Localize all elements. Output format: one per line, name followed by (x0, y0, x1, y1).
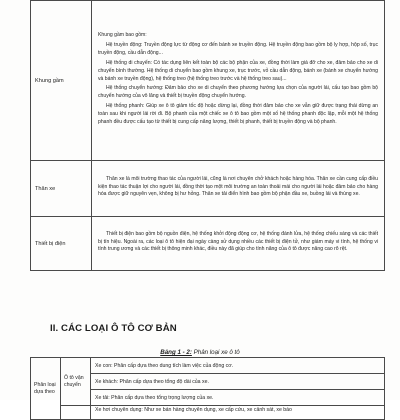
vehicle-types-table (30, 357, 385, 420)
row-content (92, 1, 385, 161)
vehicle-structure-table (30, 0, 385, 271)
table-row (31, 1, 385, 161)
row-label: Thân xe (31, 161, 92, 217)
table-row (31, 217, 385, 271)
paragraph: Hệ thống di chuyển: Có tác dụng liên kết toàn bộ các bộ phận của xe, đồng thời làm giá đỡ cho xe, đảm bảo cho xe di chuyển bình thường. Hệ thống di chuyển bao gồm khung xe, trục trước, vỏ cầu dẫn động, bánh xe (bánh xe chuyển hướng và bánh xe truyền động), hệ thống treo (hệ thống treo trước và hệ thống treo sau)... (98, 59, 378, 82)
paragraph: Hệ thống phanh: Giúp xe ô tô giảm tốc độ hoặc dừng lại, đồng thời đảm bảo cho xe vẫn giữ được trạng thái dừng an toàn sau khi người lái rời đi. Bộ phanh của một chiếc xe ô tô bao gồm một số hệ thống phanh độc lập, mỗi một hệ thống phanh đều được cấu tạo từ thiết bị cung cấp năng lượng, thiết bị phanh, thiết bị truyền động và bộ phanh. (98, 103, 378, 125)
row-content (92, 161, 385, 217)
caption-text: Phân loại xe ô tô (193, 349, 240, 356)
type-item: Xe khách: Phân cấp dựa theo tổng độ dài của xe. (91, 374, 385, 390)
table-caption (0, 349, 400, 356)
table-row (31, 161, 385, 217)
paragraph: Hệ thống chuyển hướng: Đảm bảo cho xe di chuyển theo phương hướng lựa chọn của người lái, cấu tạo bao gồm bộ chuyển hướng của vô lăng và thiết bị truyền động chuyển hướng. (98, 85, 378, 100)
section-heading: II. CÁC LOẠI Ô TÔ CƠ BẢN (50, 323, 177, 334)
paragraph: Hệ truyền động: Truyền động lực từ động cơ đến bánh xe truyền động. Hệ truyền động bao gồm bộ ly hợp, hộp số, trục truyền động, cầu dẫn động... (98, 42, 378, 56)
type-item: Xe con: Phân cấp dựa theo dung tích làm việc của động cơ. (91, 358, 385, 374)
sub-group-label-empty (61, 406, 91, 420)
paragraph: Thiết bị điện bao gồm bộ nguồn điện, hệ thống khởi động động cơ, hệ thống đánh lửa, hệ thống chiếu sáng và các thiết bị tín hiệu. Ngoài ra, các loại ô tô hiện đại ngày càng sử dụng nhiều các thiết bị điện tử, như giám máy vi tính, hệ thống vi tính trung ương và các thiết bị thông minh khác, điều này đã giúp cho tính năng của ô tô được nâng cao rõ rệt. (98, 230, 378, 253)
type-item: Xe hơi chuyên dụng: Như xe bán hàng chuyên dụng, xe cấp cứu, xe cảnh sát, xe báo (91, 406, 385, 420)
sub-group-label: Ô tô vận chuyển (61, 358, 91, 406)
paragraph: Khung gầm bao gồm: (98, 32, 147, 39)
table-row (31, 358, 385, 374)
type-item: Xe tải: Phân cấp dựa theo tổng trọng lượng của xe. (91, 390, 385, 406)
table-row (31, 406, 385, 420)
paragraph: Thân xe là môi trường thao tác của người lái, cũng là nơi chuyên chở khách hoặc hàng hóa. Thân xe cần cung cấp điều kiện thao tác thuận lợi cho người lái, đồng thời tạo một môi trường an toàn thoải mái cho người lái hoặc đảm bảo cho hàng hóa được giữ nguyên vẹn, không bị hư hỏng. Thân xe tải điển hình bao gồm bộ phận đầu xe, buồng lái và thùng xe. (98, 175, 378, 198)
group-label: Phân loại dựa theo (31, 358, 61, 420)
row-content (92, 217, 385, 271)
row-label: Khung gầm (31, 1, 92, 161)
row-label: Thiết bị điện (31, 217, 92, 271)
caption-label: Bảng 1 - 2: (160, 349, 192, 356)
